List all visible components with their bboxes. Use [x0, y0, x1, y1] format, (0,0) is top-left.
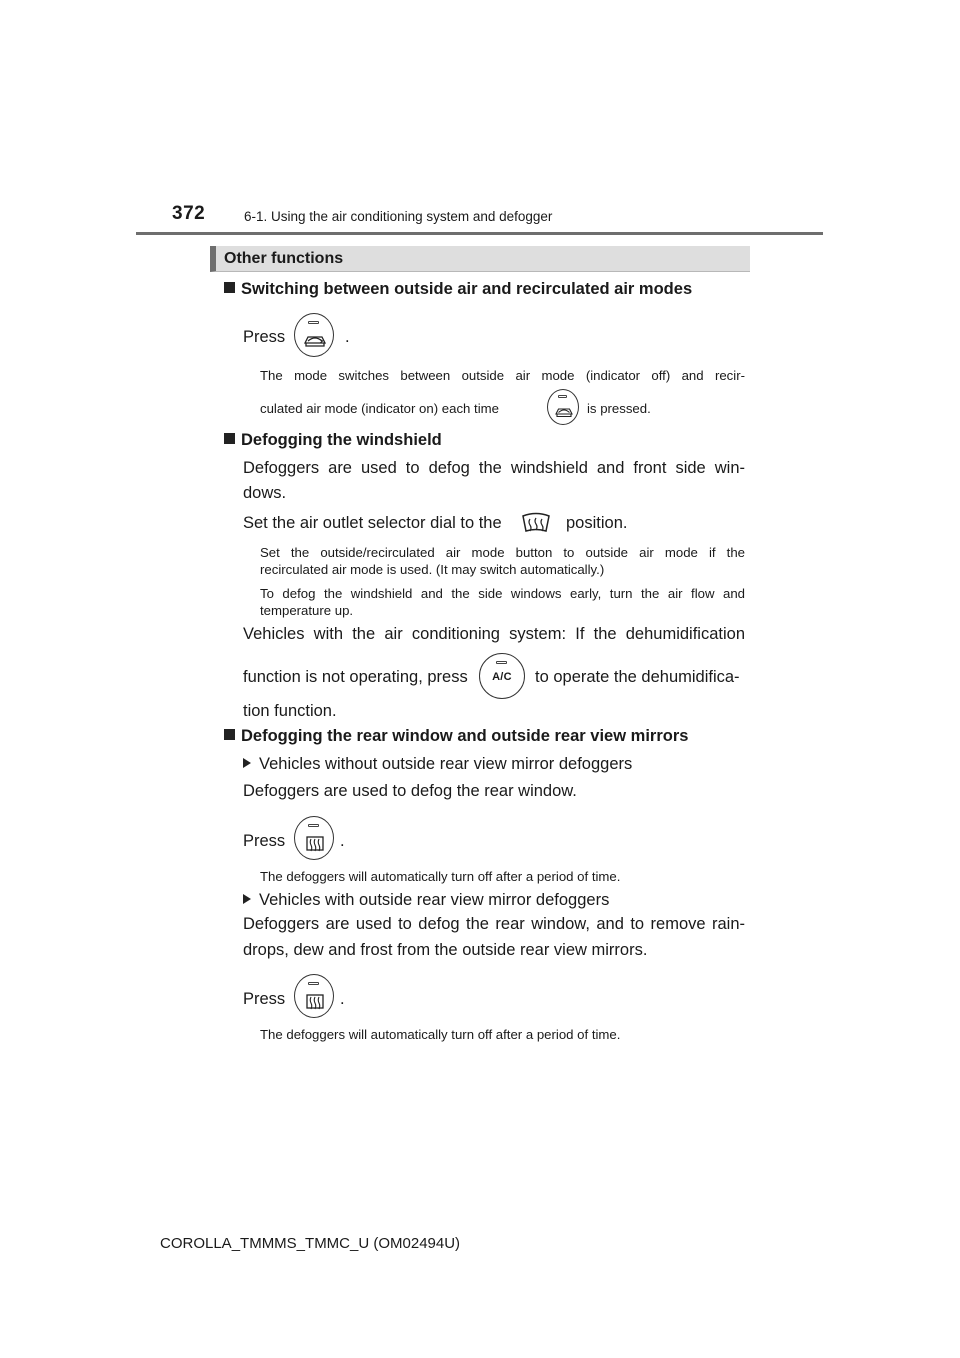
page-number: 372	[172, 203, 206, 224]
windshield-note1-line2: recirculated air mode is used. (It may switch automatically.)	[260, 562, 605, 577]
car-recirculation-icon	[548, 390, 580, 426]
recirculation-button-inline[interactable]	[547, 389, 579, 425]
square-bullet-icon	[224, 729, 235, 740]
rear-defog-icon	[295, 975, 335, 1019]
car-recirculation-icon	[295, 314, 335, 358]
air-mode-press-label: Press	[243, 328, 286, 346]
rear-variant1-press-label: Press	[243, 832, 286, 850]
windshield-body-line1: Defoggers are used to defog the windshield and front side win-	[243, 459, 745, 477]
windshield-body-line2: dows.	[243, 484, 287, 502]
windshield-note2-line1: To defog the windshield and the side windows early, turn the air flow and	[260, 586, 745, 601]
rear-heading: Defogging the rear window and outside rear view mirrors	[224, 727, 688, 746]
square-bullet-icon	[224, 282, 235, 293]
windshield-ac-line2-post: to operate the dehumidifica-	[535, 668, 740, 686]
triangle-bullet-icon	[243, 758, 251, 768]
ac-button[interactable]	[479, 653, 525, 699]
section-title: Other functions	[224, 250, 344, 267]
rear-variant1-press-tail: .	[340, 832, 345, 850]
rear-variant2-note: The defoggers will automatically turn off after a period of time.	[260, 1027, 621, 1042]
rear-variant2-body-line2: drops, dew and frost from the outside rear view mirrors.	[243, 941, 648, 959]
air-mode-note-line2-post: is pressed.	[587, 401, 651, 416]
ac-button-label: A/C	[492, 671, 512, 683]
rear-variant2-press-label: Press	[243, 990, 286, 1008]
rear-variant1-label: Vehicles without outside rear view mirror defoggers	[243, 752, 632, 777]
indicator-led	[496, 661, 507, 664]
rear-variant2-label: Vehicles with outside rear view mirror defoggers	[243, 888, 609, 913]
rear-variant2-body-line1: Defoggers are used to defog the rear window, and to remove rain-	[243, 915, 745, 933]
rear-mirror-defogger-button[interactable]	[294, 974, 334, 1018]
document-code: COROLLA_TMMMS_TMMC_U (OM02494U)	[160, 1235, 461, 1252]
windshield-defog-icon	[519, 509, 553, 537]
chapter-title: 6-1. Using the air conditioning system and defogger	[244, 209, 553, 224]
triangle-bullet-icon	[243, 894, 251, 904]
windshield-note1-line1: Set the outside/recirculated air mode button to outside air mode if the	[260, 545, 745, 560]
windshield-ac-line2-pre: function is not operating, press	[243, 668, 468, 686]
recirculation-button[interactable]	[294, 313, 334, 357]
air-mode-press-tail: .	[345, 328, 350, 346]
header-divider	[136, 232, 823, 235]
rear-defogger-button[interactable]	[294, 816, 334, 860]
windshield-note2-line2: temperature up.	[260, 603, 354, 618]
windshield-dial-text-pre: Set the air outlet selector dial to the	[243, 514, 502, 532]
square-bullet-icon	[224, 433, 235, 444]
rear-variant1-note: The defoggers will automatically turn off after a period of time.	[260, 869, 621, 884]
rear-defog-icon	[295, 817, 335, 861]
rear-variant1-body: Defoggers are used to defog the rear window.	[243, 782, 577, 800]
windshield-dial-text-post: position.	[566, 514, 628, 532]
air-mode-note-line1: The mode switches between outside air mode (indicator off) and recir-	[260, 368, 745, 383]
air-mode-note-line2-pre: culated air mode (indicator on) each time	[260, 401, 499, 416]
air-mode-heading: Switching between outside air and recirculated air modes	[224, 280, 692, 299]
windshield-ac-line1: Vehicles with the air conditioning system: If the dehumidification	[243, 625, 745, 643]
windshield-heading: Defogging the windshield	[224, 431, 442, 450]
rear-variant2-press-tail: .	[340, 990, 345, 1008]
windshield-ac-line3: tion function.	[243, 702, 337, 720]
